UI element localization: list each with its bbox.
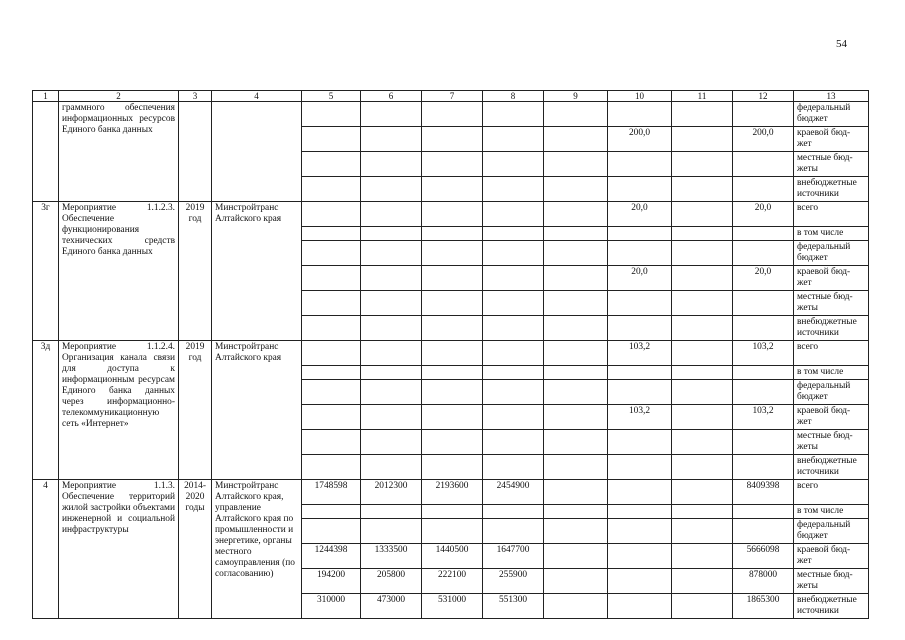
amount-cell [544, 505, 608, 519]
amount-cell [422, 380, 483, 405]
period: 2019 год [179, 341, 212, 480]
amount-cell: 5666098 [733, 544, 794, 569]
amount-cell [672, 430, 733, 455]
amount-cell [733, 102, 794, 127]
funding-source: в том числе [794, 505, 869, 519]
amount-cell [733, 316, 794, 341]
amount-cell [422, 455, 483, 480]
amount-cell [302, 291, 361, 316]
amount-cell [672, 127, 733, 152]
amount-cell [672, 505, 733, 519]
amount-cell [544, 455, 608, 480]
amount-cell [422, 316, 483, 341]
budget-table [32, 90, 869, 619]
amount-cell [544, 127, 608, 152]
amount-cell [302, 266, 361, 291]
amount-cell [483, 430, 544, 455]
amount-cell [361, 266, 422, 291]
amount-cell [302, 102, 361, 127]
amount-cell [361, 341, 422, 366]
amount-cell [302, 341, 361, 366]
period: 2014-2020 годы [179, 480, 212, 619]
amount-cell [483, 505, 544, 519]
funding-source: федеральный бюджет [794, 519, 869, 544]
amount-cell [361, 519, 422, 544]
amount-cell [483, 316, 544, 341]
amount-cell [422, 266, 483, 291]
amount-cell [302, 152, 361, 177]
amount-cell: 2454900 [483, 480, 544, 505]
amount-cell [672, 455, 733, 480]
amount-cell [302, 127, 361, 152]
amount-cell [483, 366, 544, 380]
header-cell: 4 [212, 91, 302, 102]
header-cell: 7 [422, 91, 483, 102]
amount-cell [544, 430, 608, 455]
amount-cell [422, 405, 483, 430]
amount-cell [302, 227, 361, 241]
amount-cell [422, 519, 483, 544]
amount-cell [422, 227, 483, 241]
amount-cell [483, 291, 544, 316]
amount-cell [361, 430, 422, 455]
funding-source: в том числе [794, 366, 869, 380]
amount-cell [422, 291, 483, 316]
executor: Минстройтранс Алтайского края [212, 341, 302, 480]
amount-cell: 1865300 [733, 594, 794, 619]
amount-cell: 103,2 [733, 341, 794, 366]
amount-cell [608, 102, 672, 127]
amount-cell [672, 227, 733, 241]
amount-cell: 205800 [361, 569, 422, 594]
funding-source: всего [794, 480, 869, 505]
funding-source: всего [794, 341, 869, 366]
header-cell: 2 [59, 91, 179, 102]
funding-source: внебюджетные источники [794, 455, 869, 480]
amount-cell [361, 202, 422, 227]
amount-cell [422, 127, 483, 152]
executor [212, 102, 302, 202]
amount-cell [733, 366, 794, 380]
amount-cell [544, 405, 608, 430]
amount-cell [483, 152, 544, 177]
funding-source: федеральный бюджет [794, 241, 869, 266]
amount-cell: 551300 [483, 594, 544, 619]
measure-name: граммного обеспечения информационных ресурсов Единого банка данных [59, 102, 179, 202]
amount-cell [608, 430, 672, 455]
funding-source: местные бюд- жеты [794, 430, 869, 455]
amount-cell [361, 241, 422, 266]
amount-cell [483, 341, 544, 366]
amount-cell [672, 152, 733, 177]
amount-cell: 194200 [302, 569, 361, 594]
amount-cell [672, 341, 733, 366]
amount-cell [544, 202, 608, 227]
amount-cell: 1333500 [361, 544, 422, 569]
amount-cell [733, 505, 794, 519]
amount-cell [302, 380, 361, 405]
amount-cell [544, 380, 608, 405]
amount-cell [302, 316, 361, 341]
amount-cell [672, 594, 733, 619]
amount-cell [483, 405, 544, 430]
amount-cell [361, 291, 422, 316]
row-number: 4 [33, 480, 59, 619]
amount-cell [361, 380, 422, 405]
amount-cell [544, 227, 608, 241]
amount-cell [422, 102, 483, 127]
amount-cell [422, 505, 483, 519]
period [179, 102, 212, 202]
amount-cell: 255900 [483, 569, 544, 594]
amount-cell [672, 569, 733, 594]
amount-cell [544, 316, 608, 341]
amount-cell [608, 291, 672, 316]
amount-cell [302, 405, 361, 430]
amount-cell [733, 177, 794, 202]
amount-cell [608, 505, 672, 519]
amount-cell: 103,2 [608, 341, 672, 366]
amount-cell [544, 152, 608, 177]
table-row [33, 341, 869, 366]
amount-cell [608, 366, 672, 380]
amount-cell: 1647700 [483, 544, 544, 569]
funding-source: местные бюд- жеты [794, 291, 869, 316]
amount-cell [733, 380, 794, 405]
amount-cell [422, 152, 483, 177]
amount-cell [544, 266, 608, 291]
header-cell: 13 [794, 91, 869, 102]
funding-source: федеральный бюджет [794, 380, 869, 405]
header-row [33, 91, 869, 102]
amount-cell [544, 569, 608, 594]
amount-cell [544, 341, 608, 366]
amount-cell [608, 227, 672, 241]
amount-cell [422, 341, 483, 366]
amount-cell: 473000 [361, 594, 422, 619]
amount-cell [361, 152, 422, 177]
executor: Минстройтранс Алтайского края, управление Алтайского края по промышленности и энергетике, органы местного самоуправления (по согласованию) [212, 480, 302, 619]
amount-cell [544, 544, 608, 569]
amount-cell: 531000 [422, 594, 483, 619]
header-cell: 11 [672, 91, 733, 102]
header-cell: 1 [33, 91, 59, 102]
funding-source: краевой бюд- жет [794, 405, 869, 430]
amount-cell [608, 455, 672, 480]
amount-cell [361, 177, 422, 202]
amount-cell [608, 152, 672, 177]
amount-cell [483, 519, 544, 544]
amount-cell [544, 480, 608, 505]
amount-cell [672, 480, 733, 505]
amount-cell [733, 455, 794, 480]
amount-cell [672, 177, 733, 202]
funding-source: краевой бюд- жет [794, 544, 869, 569]
amount-cell [733, 291, 794, 316]
amount-cell [361, 127, 422, 152]
amount-cell [483, 227, 544, 241]
amount-cell [733, 430, 794, 455]
amount-cell [483, 102, 544, 127]
amount-cell [672, 316, 733, 341]
amount-cell [302, 505, 361, 519]
amount-cell [483, 380, 544, 405]
row-number [33, 102, 59, 202]
funding-source: внебюджетные источники [794, 316, 869, 341]
amount-cell [361, 455, 422, 480]
header-cell: 6 [361, 91, 422, 102]
header-cell: 12 [733, 91, 794, 102]
amount-cell: 103,2 [608, 405, 672, 430]
amount-cell [608, 316, 672, 341]
amount-cell [422, 430, 483, 455]
amount-cell [544, 594, 608, 619]
amount-cell: 20,0 [733, 266, 794, 291]
amount-cell: 200,0 [733, 127, 794, 152]
amount-cell [544, 519, 608, 544]
funding-source: внебюджетные источники [794, 594, 869, 619]
amount-cell [608, 380, 672, 405]
header-cell: 9 [544, 91, 608, 102]
table-row [33, 480, 869, 505]
amount-cell: 222100 [422, 569, 483, 594]
period: 2019 год [179, 202, 212, 341]
amount-cell [302, 177, 361, 202]
funding-source: внебюджетные источники [794, 177, 869, 202]
amount-cell [422, 202, 483, 227]
funding-source: федеральный бюджет [794, 102, 869, 127]
amount-cell [361, 366, 422, 380]
amount-cell [672, 266, 733, 291]
amount-cell [302, 430, 361, 455]
amount-cell [483, 202, 544, 227]
amount-cell [672, 241, 733, 266]
amount-cell [608, 241, 672, 266]
amount-cell [608, 569, 672, 594]
amount-cell [672, 102, 733, 127]
amount-cell [608, 519, 672, 544]
executor: Минстройтранс Алтайского края [212, 202, 302, 341]
amount-cell [608, 594, 672, 619]
amount-cell [302, 519, 361, 544]
amount-cell [672, 405, 733, 430]
amount-cell [733, 241, 794, 266]
amount-cell [544, 366, 608, 380]
amount-cell [672, 380, 733, 405]
amount-cell [422, 177, 483, 202]
amount-cell [544, 291, 608, 316]
amount-cell [483, 266, 544, 291]
amount-cell [733, 519, 794, 544]
amount-cell [733, 227, 794, 241]
amount-cell: 2012300 [361, 480, 422, 505]
amount-cell [672, 519, 733, 544]
measure-name: Мероприятие 1.1.2.3. Обеспечение функционирования технических средств Единого банка данных [59, 202, 179, 341]
amount-cell: 2193600 [422, 480, 483, 505]
amount-cell [608, 177, 672, 202]
amount-cell [361, 227, 422, 241]
amount-cell [302, 241, 361, 266]
header-cell: 10 [608, 91, 672, 102]
row-number: 3д [33, 341, 59, 480]
amount-cell [361, 316, 422, 341]
measure-name: Мероприятие 1.1.3. Обеспечение территорий жилой застройки объектами инженерной и социальной инфраструктуры [59, 480, 179, 619]
funding-source: краевой бюд- жет [794, 127, 869, 152]
amount-cell [544, 241, 608, 266]
page-number: 54 [836, 38, 847, 50]
amount-cell: 20,0 [608, 202, 672, 227]
amount-cell [302, 455, 361, 480]
funding-source: местные бюд- жеты [794, 569, 869, 594]
amount-cell [672, 291, 733, 316]
amount-cell [733, 152, 794, 177]
header-cell: 8 [483, 91, 544, 102]
amount-cell: 310000 [302, 594, 361, 619]
amount-cell [422, 241, 483, 266]
amount-cell: 1748598 [302, 480, 361, 505]
amount-cell: 1440500 [422, 544, 483, 569]
amount-cell [483, 455, 544, 480]
amount-cell [422, 366, 483, 380]
amount-cell: 20,0 [733, 202, 794, 227]
amount-cell: 20,0 [608, 266, 672, 291]
amount-cell: 8409398 [733, 480, 794, 505]
header-cell: 3 [179, 91, 212, 102]
amount-cell [608, 480, 672, 505]
funding-source: краевой бюд- жет [794, 266, 869, 291]
amount-cell [544, 177, 608, 202]
amount-cell [483, 127, 544, 152]
amount-cell [302, 202, 361, 227]
amount-cell [672, 202, 733, 227]
amount-cell [672, 544, 733, 569]
funding-source: в том числе [794, 227, 869, 241]
amount-cell [361, 102, 422, 127]
amount-cell [544, 102, 608, 127]
amount-cell: 200,0 [608, 127, 672, 152]
amount-cell [361, 405, 422, 430]
amount-cell [483, 177, 544, 202]
amount-cell [361, 505, 422, 519]
funding-source: местные бюд- жеты [794, 152, 869, 177]
amount-cell: 878000 [733, 569, 794, 594]
amount-cell [672, 366, 733, 380]
amount-cell [483, 241, 544, 266]
table-row [33, 102, 869, 127]
measure-name: Мероприятие 1.1.2.4. Организация канала связи для доступа к информационным ресурсам Единого банка данных через информационно-телекоммуникационную сеть «Интернет» [59, 341, 179, 480]
row-number: 3г [33, 202, 59, 341]
amount-cell [302, 366, 361, 380]
amount-cell: 1244398 [302, 544, 361, 569]
header-cell: 5 [302, 91, 361, 102]
table-row [33, 202, 869, 227]
funding-source: всего [794, 202, 869, 227]
amount-cell [608, 544, 672, 569]
amount-cell: 103,2 [733, 405, 794, 430]
